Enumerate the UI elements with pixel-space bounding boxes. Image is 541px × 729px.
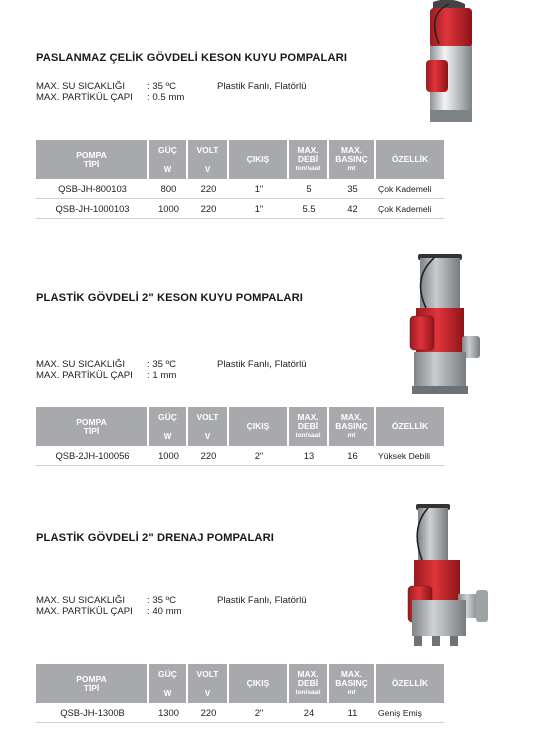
cell-volt: 220 [188, 703, 229, 723]
spec-value: : 1 mm [147, 370, 177, 381]
cell-outlet: 1" [229, 199, 289, 219]
cell-flow: 5 [289, 179, 329, 199]
spec-value: : 35 ºC [147, 81, 177, 92]
cell-feature: Çok Kademeli [376, 179, 444, 199]
spec-value: : 40 mm [147, 606, 182, 617]
col-header-feature: ÖZELLİK [376, 664, 444, 703]
col-header-volt: VOLT V [188, 140, 229, 179]
section-title: PLASTİK GÖVDELİ 2" KESON KUYU POMPALARI [36, 292, 303, 304]
cell-power: 1300 [149, 703, 188, 723]
col-header-power: GÜÇ W [149, 140, 188, 179]
cell-flow: 5.5 [289, 199, 329, 219]
cell-outlet: 2" [229, 446, 289, 466]
cell-power: 800 [149, 179, 188, 199]
pump-spec-table [36, 664, 444, 723]
col-header-flow: MAX. DEBİ ton/saat [289, 140, 329, 179]
col-header-type: POMPA TİPİ [36, 664, 149, 703]
col-header-power: GÜÇ W [149, 664, 188, 703]
section-title: PASLANMAZ ÇELİK GÖVDELİ KESON KUYU POMPALARI [36, 52, 348, 64]
spec-label: MAX. PARTİKÜL ÇAPI [36, 370, 133, 381]
feature-note: Plastik Fanlı, Flatörlü [217, 81, 307, 92]
spec-value: : 35 ºC [147, 595, 177, 606]
col-header-flow: MAX. DEBİ ton/saat [289, 407, 329, 446]
col-header-outlet: ÇIKIŞ [229, 664, 289, 703]
cell-type: QSB-JH-1300B [36, 703, 149, 723]
spec-value: : 0.5 mm [147, 92, 185, 103]
feature-note: Plastik Fanlı, Flatörlü [217, 595, 307, 606]
spec-label: MAX. PARTİKÜL ÇAPI [36, 92, 133, 103]
cell-feature: Geniş Emiş [376, 703, 444, 723]
feature-note: Plastik Fanlı, Flatörlü [217, 359, 307, 370]
cell-feature: Yüksek Debili [376, 446, 444, 466]
col-header-type: POMPA TİPİ [36, 407, 149, 446]
col-header-volt: VOLT V [188, 664, 229, 703]
cell-flow: 24 [289, 703, 329, 723]
spec-label: MAX. PARTİKÜL ÇAPI [36, 606, 133, 617]
spec-label: MAX. SU SICAKLIĞI [36, 81, 126, 92]
cell-power: 1000 [149, 199, 188, 219]
cell-outlet: 1" [229, 179, 289, 199]
cell-pressure: 11 [329, 703, 376, 723]
cell-outlet: 2" [229, 703, 289, 723]
col-header-outlet: ÇIKIŞ [229, 140, 289, 179]
cell-volt: 220 [188, 199, 229, 219]
col-header-power: GÜÇ W [149, 407, 188, 446]
cell-flow: 13 [289, 446, 329, 466]
spec-label: MAX. SU SICAKLIĞI [36, 595, 126, 606]
col-header-pressure: MAX. BASINÇ mt [329, 664, 376, 703]
cell-volt: 220 [188, 446, 229, 466]
col-header-feature: ÖZELLİK [376, 140, 444, 179]
spec-value: : 35 ºC [147, 359, 177, 370]
col-header-volt: VOLT V [188, 407, 229, 446]
cell-pressure: 42 [329, 199, 376, 219]
cell-volt: 220 [188, 179, 229, 199]
cell-type: QSB-JH-800103 [36, 179, 149, 199]
spec-list [36, 595, 236, 617]
cell-pressure: 16 [329, 446, 376, 466]
cell-type: QSB-JH-1000103 [36, 199, 149, 219]
col-header-flow: MAX. DEBİ ton/saat [289, 664, 329, 703]
cell-power: 1000 [149, 446, 188, 466]
drainage-pump-image [402, 504, 494, 648]
col-header-pressure: MAX. BASINÇ mt [329, 140, 376, 179]
cell-pressure: 35 [329, 179, 376, 199]
col-header-type: POMPA TİPİ [36, 140, 149, 179]
col-header-pressure: MAX. BASINÇ mt [329, 407, 376, 446]
cell-feature: Çok Kademeli [376, 199, 444, 219]
col-header-feature: ÖZELLİK [376, 407, 444, 446]
cell-type: QSB-2JH-100056 [36, 446, 149, 466]
section-title: PLASTİK GÖVDELİ 2" DRENAJ POMPALARI [36, 532, 274, 544]
table-row [36, 703, 444, 723]
col-header-outlet: ÇIKIŞ [229, 407, 289, 446]
spec-label: MAX. SU SICAKLIĞI [36, 359, 126, 370]
